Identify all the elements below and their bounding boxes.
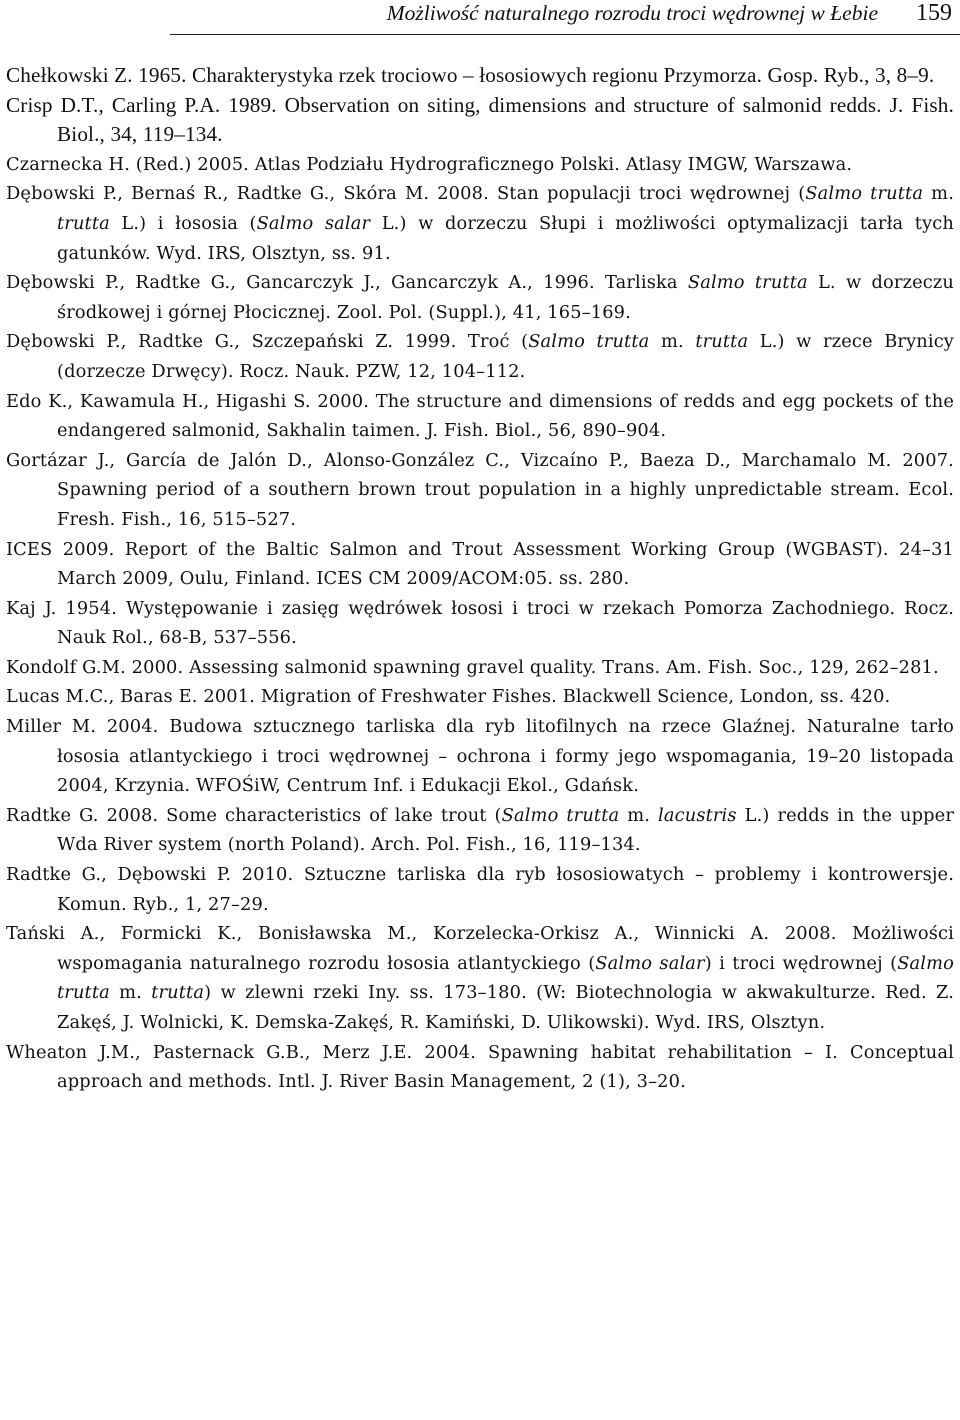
running-header [0,0,952,30]
reference-species-name: trutta [151,982,205,1004]
reference-entry [6,535,954,594]
reference-text: ICES 2009. Report of the Baltic Salmon and Trout Assessment Working Group (WGBAST). 24–31 March 2009, Oulu, Finland. ICES CM 2009/ACOM:05. ss. 280. [6,538,954,590]
reference-species-name: Salmo salar [595,952,705,974]
reference-text: m. [109,982,152,1004]
reference-text: Lucas M.C., Baras E. 2001. Migration of Freshwater Fishes. Blackwell Science, London, ss. 420. [6,686,891,708]
reference-text: Chełkowski Z. 1965. Charakterystyka rzek trociowo – łososiowych regionu Przymorza. Gosp. Ryb., 3, 8–9. [6,63,935,87]
reference-text: L.) i łososia ( [109,212,257,234]
reference-text: Wheaton J.M., Pasternack G.B., Merz J.E. 2004. Spawning habitat rehabilitation – I. Conceptual approach and methods. Intl. J. River Basin Management, 2 (1), 3–20. [6,1041,954,1093]
reference-text: m. [619,804,659,826]
reference-species-name: Salmo trutta [805,183,924,205]
reference-entry [6,387,954,446]
reference-entry [6,91,954,150]
reference-text: L.) w dorzeczu Słupi i możliwości optymalizacji tarła tych gatunków. Wyd. IRS, Olsztyn, ss. 91. [57,212,954,264]
reference-text: ) w zlewni rzeki Iny. ss. 173–180. (W: Biotechnologia w akwakulturze. Red. Z. Zakęś, J. Wolnicki, K. Demska-Zakęś, R. Kamiński, D. Ulikowski). Wyd. IRS, Olsztyn. [57,982,955,1033]
reference-entry [6,268,954,327]
reference-entry [6,682,954,712]
reference-text: Dębowski P., Radtke G., Gancarczyk J., Gancarczyk A., 1996. Tarliska [6,272,688,294]
reference-text: Crisp D.T., Carling P.A. 1989. Observation on siting, dimensions and structure of salmonid redds. J. Fish. Biol., 34, 119–134. [6,92,954,147]
reference-species-name: Salmo trutta [501,804,620,826]
reference-species-name: Salmo trutta [687,272,808,294]
page-number: 159 [916,0,952,26]
reference-species-name: Salmo salar [256,212,371,234]
reference-text: Kondolf G.M. 2000. Assessing salmonid spawning gravel quality. Trans. Am. Fish. Soc., 129, 262–281. [6,656,939,678]
reference-text: L. w dorzeczu środkowej i górnej Płocicznej. Zool. Pol. (Suppl.), 41, 165–169. [57,272,954,323]
reference-entry [6,150,954,180]
reference-text: Radtke G., Dębowski P. 2010. Sztuczne tarliska dla ryb łososiowatych – problemy i kontrowersje. Komun. Ryb., 1, 27–29. [6,864,954,915]
reference-text: Radtke G. 2008. Some characteristics of lake trout ( [6,804,502,826]
reference-text: Tański A., Formicki K., Bonisławska M., Korzelecka-Orkisz A., Winnicki A. 2008. Możliwości wspomagania naturalnego rozrodu łososia atlantyckiego ( [6,923,954,974]
reference-text: Edo K., Kawamula H., Higashi S. 2000. The structure and dimensions of redds and egg pockets of the endangered salmonid, Sakhalin taimen. J. Fish. Biol., 56, 890–904. [6,390,954,442]
reference-entry [6,446,954,535]
reference-text: Dębowski P., Radtke G., Szczepański Z. 1999. Troć ( [6,331,529,353]
reference-species-name: trutta [57,212,110,234]
reference-text: L.) redds in the upper Wda River system (north Poland). Arch. Pol. Fish., 16, 119–134. [57,804,954,856]
reference-list [6,61,954,1097]
reference-species-name: trutta [695,331,749,353]
reference-entry [6,801,954,860]
reference-entry [6,594,954,653]
running-title: Możliwość naturalnego rozrodu troci wędrownej w Łebie [386,1,878,25]
reference-text: Dębowski P., Bernaś R., Radtke G., Skóra M. 2008. Stan populacji troci wędrownej ( [6,183,806,205]
reference-entry [6,61,954,91]
reference-entry [6,653,954,683]
reference-text: m. [923,183,954,205]
reference-entry [6,1038,954,1097]
reference-text: L.) w rzece Brynicy (dorzecze Drwęcy). Rocz. Nauk. PZW, 12, 104–112. [57,331,955,382]
reference-entry [6,327,954,386]
reference-species-name: lacustris [658,804,737,826]
reference-species-name: Salmo trutta [57,952,954,1004]
reference-text: Kaj J. 1954. Występowanie i zasięg wędrówek łososi i troci w rzekach Pomorza Zachodniego. Rocz. Nauk Rol., 68-B, 537–556. [6,597,954,649]
reference-text: ) i troci wędrownej ( [704,952,898,974]
reference-entry [6,860,954,919]
reference-entry [6,179,954,268]
reference-entry [6,919,954,1037]
reference-text: Czarnecka H. (Red.) 2005. Atlas Podziału Hydrograficznego Polski. Atlasy IMGW, Warszawa. [6,153,853,175]
reference-text: Gortázar J., García de Jalón D., Alonso-González C., Vizcaíno P., Baeza D., Marchamalo M. 2007. Spawning period of a southern brown trout population in a highly unpredictable stream. Ecol. Fresh. Fish., 16, 515–527. [6,449,954,530]
header-rule [170,34,960,35]
reference-text: m. [649,331,696,353]
reference-text: Miller M. 2004. Budowa sztucznego tarliska dla ryb litofilnych na rzece Glaźnej. Naturalne tarło łososia atlantyckiego i troci wędrownej – ochrona i formy jego wspomagania, 19–20 listopada 2004, Krzynia. WFOŚiW, Centrum Inf. i Edukacji Ekol., Gdańsk. [6,716,954,797]
reference-species-name: Salmo trutta [528,331,650,353]
reference-entry [6,712,954,801]
